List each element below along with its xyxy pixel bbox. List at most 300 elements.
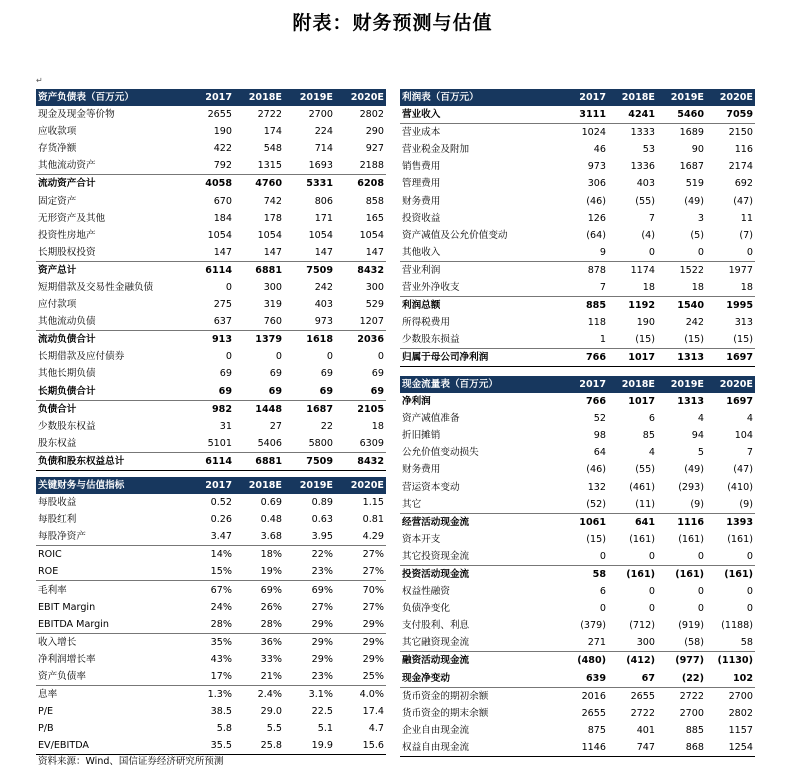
cell-value: 714 [314, 143, 333, 155]
cell-value: 927 [365, 143, 384, 155]
cell-value: 4760 [255, 178, 282, 190]
cell-value: 0 [657, 548, 706, 566]
cell-value: 1697 [706, 349, 755, 367]
row-label: 应付款项 [38, 299, 77, 311]
cell-value: (15) [586, 533, 606, 545]
year-header: 2019E [284, 477, 335, 494]
cell-value: 1174 [630, 264, 655, 276]
row-label: 少数股东权益 [38, 420, 96, 432]
row-label: 权益自由现金流 [400, 739, 547, 757]
cell-value: 7509 [306, 264, 333, 276]
cell-value: 1693 [284, 157, 335, 175]
row-label: 资产总计 [38, 264, 77, 276]
cell-value: 69 [335, 383, 386, 401]
cell-value: 116 [734, 144, 753, 156]
row-label: 短期借款及交易性金融负债 [38, 281, 154, 293]
cell-value: (412) [626, 655, 655, 667]
cell-value: 878 [587, 264, 606, 276]
row-label: 长期借款及应付债券 [38, 351, 125, 363]
page-title: 附表：财务预测与估值 [292, 12, 493, 34]
row-label: 少数股东损益 [400, 331, 547, 349]
cell-value: 17.4 [362, 706, 384, 718]
table-header-row [36, 477, 386, 494]
cell-value: 35% [210, 636, 232, 648]
cell-value: 98 [593, 430, 606, 442]
cell-value: 102 [706, 670, 755, 688]
row-label: 流动负债合计 [38, 334, 96, 346]
cell-value: 38.5 [210, 706, 232, 718]
cell-value: 0 [648, 586, 655, 598]
cell-value: 1540 [677, 300, 704, 312]
cell-value: 52 [593, 413, 606, 425]
cell-value: 670 [213, 195, 232, 207]
cell-value: 29% [311, 636, 333, 648]
row-label: 资本开支 [402, 533, 441, 545]
cell-value: 4058 [205, 178, 232, 190]
cell-value: 31 [219, 420, 232, 432]
cell-value: 1313 [657, 349, 706, 367]
year-header: 2019E [657, 376, 706, 393]
table-row [400, 531, 755, 548]
cell-value: 28% [234, 616, 284, 634]
cell-value: 1017 [608, 349, 657, 367]
cell-value: 0 [225, 281, 232, 293]
row-label: 负债净变化 [402, 603, 450, 615]
cell-value: 403 [314, 299, 333, 311]
cell-value: 70% [362, 584, 384, 596]
cell-value: 69 [320, 368, 333, 380]
table-row [400, 106, 755, 124]
cell-value: 0 [648, 603, 655, 615]
cell-value: (22) [657, 670, 706, 688]
cell-value: (161) [678, 533, 704, 545]
row-label: 存货净额 [38, 143, 77, 155]
cell-value: 36% [260, 636, 282, 648]
table-row [36, 528, 386, 546]
cell-value: 1054 [308, 229, 333, 241]
cell-value: (4) [641, 229, 655, 241]
cell-value: 1116 [677, 516, 704, 528]
cell-value: 519 [685, 178, 704, 190]
cell-value: 147 [234, 244, 284, 262]
cell-value: 3 [697, 212, 704, 224]
year-header: 2017 [547, 376, 608, 393]
cell-value: 0 [697, 586, 704, 598]
row-label: 投资性房地产 [38, 229, 96, 241]
cell-value: 0 [706, 548, 755, 566]
cell-value: 15% [184, 563, 234, 581]
table-row [36, 210, 386, 227]
cell-value: (15) [706, 331, 755, 349]
cell-value: (293) [678, 481, 704, 493]
table-row [400, 124, 755, 142]
table-title: 关键财务与估值指标 [36, 477, 184, 494]
table-row [400, 192, 755, 209]
row-label: 归属于母公司净利润 [400, 349, 547, 367]
cell-value: 224 [314, 126, 333, 138]
cell-value: 35.5 [184, 737, 234, 755]
row-label: 净利润 [402, 396, 431, 408]
table-title: 利润表（百万元） [400, 89, 547, 106]
cell-value: 9 [547, 244, 608, 262]
cell-value: 29% [284, 616, 335, 634]
row-label: 无形资产及其他 [38, 212, 106, 224]
cell-value: 319 [263, 299, 282, 311]
row-label: 利润总额 [402, 300, 441, 312]
cell-value: 26% [260, 601, 282, 613]
cell-value: 0.48 [260, 514, 282, 526]
cell-value: (46) [586, 464, 606, 476]
cell-value: 2802 [359, 109, 384, 121]
cell-value: (1188) [721, 620, 753, 632]
cell-value: 6 [599, 586, 606, 598]
table-row [36, 244, 386, 262]
cell-value: (15) [608, 331, 657, 349]
row-label: 营业成本 [402, 127, 441, 139]
table-row [36, 383, 386, 401]
row-label: 融资活动现金流 [402, 655, 470, 667]
cell-value: 0 [706, 244, 755, 262]
row-label: 净利润增长率 [38, 653, 96, 665]
cell-value: 25% [335, 668, 386, 686]
row-label: ROE [36, 563, 184, 581]
table-row [36, 599, 386, 616]
cell-value: 1192 [628, 300, 655, 312]
year-header: 2018E [234, 477, 284, 494]
cell-value: 401 [636, 724, 655, 736]
cell-value: 132 [587, 481, 606, 493]
cell-value: 27% [311, 601, 333, 613]
cell-value: (9) [657, 496, 706, 514]
row-label: 其它投资现金流 [400, 548, 547, 566]
row-label: 权益性融资 [402, 586, 450, 598]
cell-value: 58 [592, 568, 606, 580]
table-row [400, 548, 755, 566]
row-label: 公允价值变动损失 [402, 447, 479, 459]
cell-value: 3.47 [184, 528, 234, 546]
cell-value: 2016 [581, 690, 606, 702]
cell-value: 5.8 [216, 723, 232, 735]
table-row [36, 616, 386, 634]
row-label: 毛利率 [38, 584, 67, 596]
cell-value: 0 [608, 244, 657, 262]
cell-value: 69 [219, 368, 232, 380]
cell-value: 0 [697, 603, 704, 615]
cell-value: 18 [706, 279, 755, 297]
cell-value: 2700 [728, 690, 753, 702]
table-row [36, 261, 386, 279]
cell-value: 1157 [728, 724, 753, 736]
cell-value: 0.69 [260, 497, 282, 509]
cell-value: 760 [234, 313, 284, 331]
table-header-row [400, 89, 755, 106]
cell-value: 1054 [359, 229, 384, 241]
cell-value: 1313 [677, 396, 704, 408]
table-row [36, 227, 386, 244]
row-label: 收入增长 [38, 636, 77, 648]
cell-value: 190 [213, 126, 232, 138]
cell-value: 2105 [357, 403, 384, 415]
cell-value: 242 [314, 281, 333, 293]
row-label: 投资活动现金流 [402, 568, 470, 580]
row-label: 长期负债合计 [36, 383, 184, 401]
year-header: 2018E [234, 89, 284, 106]
cell-value: 6 [648, 413, 655, 425]
cell-value: 0.81 [362, 514, 384, 526]
cell-value: 271 [547, 634, 608, 652]
row-label: 营业收入 [400, 106, 547, 124]
cell-value: 1336 [630, 161, 655, 173]
cell-value: 0.26 [210, 514, 232, 526]
table-row [36, 192, 386, 209]
cell-value: (5) [690, 229, 704, 241]
table-row [400, 427, 755, 444]
cell-value: 3.68 [234, 528, 284, 546]
row-label: 折旧摊销 [402, 430, 441, 442]
row-label: 所得税费用 [402, 317, 450, 329]
cell-value: 1393 [726, 516, 753, 528]
cell-value: 6881 [255, 264, 282, 276]
cell-value: 126 [587, 212, 606, 224]
cell-value: 64 [593, 447, 606, 459]
cell-value: 43% [210, 653, 232, 665]
row-label: EV/EBITDA [36, 737, 184, 755]
cell-value: 11 [740, 212, 753, 224]
cell-value: 2802 [728, 707, 753, 719]
cell-value: 29% [335, 616, 386, 634]
cell-value: 0 [746, 603, 753, 615]
cell-value: 973 [587, 161, 606, 173]
return-mark: ↵ [36, 76, 43, 85]
cell-value: 7059 [706, 106, 755, 124]
table-row [36, 279, 386, 296]
table-row [400, 617, 755, 634]
cell-value: 18 [657, 279, 706, 297]
balance-sheet-table [36, 89, 386, 471]
cell-value: 1061 [579, 516, 606, 528]
table-row [400, 670, 755, 688]
cell-value: 28% [184, 616, 234, 634]
row-label: 营业利润 [402, 264, 441, 276]
cell-value: 2174 [728, 161, 753, 173]
row-label: 负债和股东权益总计 [36, 452, 184, 470]
row-label: 每股红利 [38, 514, 77, 526]
row-label: 企业自由现金流 [402, 724, 470, 736]
cell-value: 403 [636, 178, 655, 190]
cell-value: 692 [734, 178, 753, 190]
cell-value: 313 [734, 317, 753, 329]
cell-value: 14% [210, 549, 232, 561]
cell-value: 19.9 [284, 737, 335, 755]
cell-value: (55) [635, 195, 655, 207]
cell-value: 22% [311, 549, 333, 561]
cell-value: 22.5 [311, 706, 333, 718]
cell-value: 4241 [608, 106, 657, 124]
table-row [400, 297, 755, 315]
cell-value: 1977 [728, 264, 753, 276]
cell-value: (161) [629, 533, 655, 545]
cell-value: 2655 [581, 707, 606, 719]
cell-value: 0.63 [311, 514, 333, 526]
cell-value: 875 [587, 724, 606, 736]
table-title: 现金流量表（百万元） [400, 376, 547, 393]
cell-value: 1379 [255, 334, 282, 346]
cell-value: 5101 [184, 435, 234, 453]
cell-value: 27% [362, 601, 384, 613]
table-row [400, 461, 755, 478]
cell-value: (55) [635, 464, 655, 476]
row-label: 现金净变动 [400, 670, 547, 688]
table-row [36, 651, 386, 668]
cell-value: 0 [657, 244, 706, 262]
cell-value: 2700 [308, 109, 333, 121]
cell-value: 18 [371, 420, 384, 432]
table-row [36, 296, 386, 313]
cell-value: 868 [657, 739, 706, 757]
cell-value: (712) [629, 620, 655, 632]
row-label: 投资收益 [402, 212, 441, 224]
cell-value: 6114 [184, 452, 234, 470]
table-row [400, 634, 755, 652]
table-row [400, 158, 755, 175]
row-label: 资产减值及公允价值变动 [402, 229, 508, 241]
cell-value: 147 [284, 244, 335, 262]
table-row [36, 418, 386, 435]
cell-value: 1.15 [362, 497, 384, 509]
cell-value: 858 [365, 195, 384, 207]
cell-value: 2722 [679, 690, 704, 702]
cell-value: 1522 [679, 264, 704, 276]
cell-value: 1054 [257, 229, 282, 241]
row-label: 流动资产合计 [38, 178, 96, 190]
cell-value: 6208 [357, 178, 384, 190]
cell-value: 637 [184, 313, 234, 331]
table-row [400, 478, 755, 495]
cell-value: 17% [184, 668, 234, 686]
table-row [400, 261, 755, 279]
table-row [400, 652, 755, 670]
cell-value: 171 [314, 212, 333, 224]
cell-value: 0.89 [311, 497, 333, 509]
cell-value: 0 [377, 351, 384, 363]
cell-value: 15.6 [335, 737, 386, 755]
cell-value: (52) [547, 496, 608, 514]
table-row [400, 600, 755, 617]
table-row [400, 687, 755, 705]
cell-value: 53 [642, 144, 655, 156]
table-row [36, 175, 386, 193]
cell-value: 27% [335, 563, 386, 581]
cell-value: (161) [675, 568, 704, 580]
cell-value: 529 [365, 299, 384, 311]
table-row [36, 581, 386, 599]
cell-value: 24% [210, 601, 232, 613]
table-row [400, 565, 755, 583]
row-label: 其他流动负债 [36, 313, 184, 331]
cell-value: 6114 [205, 264, 232, 276]
year-header: 2017 [184, 477, 234, 494]
cell-value: 4 [697, 413, 704, 425]
row-label: 资产减值准备 [402, 413, 460, 425]
cell-value: 69% [260, 584, 282, 596]
cell-value: 23% [284, 668, 335, 686]
income-statement-table [400, 89, 755, 367]
cell-value: 190 [636, 317, 655, 329]
cell-value: 118 [587, 317, 606, 329]
table-row [400, 210, 755, 227]
row-label: P/E [38, 706, 54, 718]
row-label: 负债合计 [38, 403, 77, 415]
cell-value: 2.4% [257, 689, 282, 701]
table-row [36, 365, 386, 382]
row-label: 固定资产 [38, 195, 77, 207]
table-row [36, 157, 386, 175]
table-row [36, 123, 386, 140]
year-header: 2019E [657, 89, 706, 106]
table-row [400, 496, 755, 514]
table-row [36, 546, 386, 564]
table-row [400, 444, 755, 461]
cell-value: 766 [585, 396, 606, 408]
cell-value: 5331 [306, 178, 333, 190]
cell-value: 165 [365, 212, 384, 224]
cell-value: 27 [269, 420, 282, 432]
cell-value: (410) [727, 481, 753, 493]
cell-value: 2722 [257, 109, 282, 121]
cell-value: 46 [593, 144, 606, 156]
source-note: 资料来源：Wind、国信证券经济研究所预测 [38, 756, 224, 767]
cell-value: 1687 [306, 403, 333, 415]
cell-value: (161) [626, 568, 655, 580]
row-label: 货币资金的期初余额 [402, 690, 489, 702]
table-row [36, 563, 386, 581]
row-label: 应收款项 [38, 126, 77, 138]
cell-value: (9) [706, 496, 755, 514]
cell-value: 275 [213, 299, 232, 311]
cell-value: 0 [275, 351, 282, 363]
row-label: 其他收入 [400, 244, 547, 262]
year-header: 2020E [706, 89, 755, 106]
table-row [36, 494, 386, 511]
cell-value: 913 [211, 334, 232, 346]
year-header: 2019E [284, 89, 335, 106]
cell-value: 58 [706, 634, 755, 652]
table-row [400, 244, 755, 262]
cell-value: 7 [746, 447, 753, 459]
cell-value: 0 [225, 351, 232, 363]
year-header: 2020E [335, 89, 386, 106]
cell-value: 242 [685, 317, 704, 329]
cell-value: 300 [365, 281, 384, 293]
cell-value: 147 [335, 244, 386, 262]
cell-value: 2188 [335, 157, 386, 175]
table-row [400, 349, 755, 367]
cell-value: (47) [733, 195, 753, 207]
cell-value: 7 [547, 279, 608, 297]
table-row [36, 452, 386, 470]
cell-value: 5.5 [266, 723, 282, 735]
row-label: 每股净资产 [36, 528, 184, 546]
cell-value: 1333 [630, 127, 655, 139]
cell-value: 69 [184, 383, 234, 401]
cell-value: 1697 [726, 396, 753, 408]
table-row [36, 511, 386, 528]
row-label: 其它融资现金流 [400, 634, 547, 652]
table-row [400, 227, 755, 244]
cell-value: 33% [260, 653, 282, 665]
row-label: 销售费用 [402, 161, 441, 173]
row-label: EBITDA Margin [36, 616, 184, 634]
